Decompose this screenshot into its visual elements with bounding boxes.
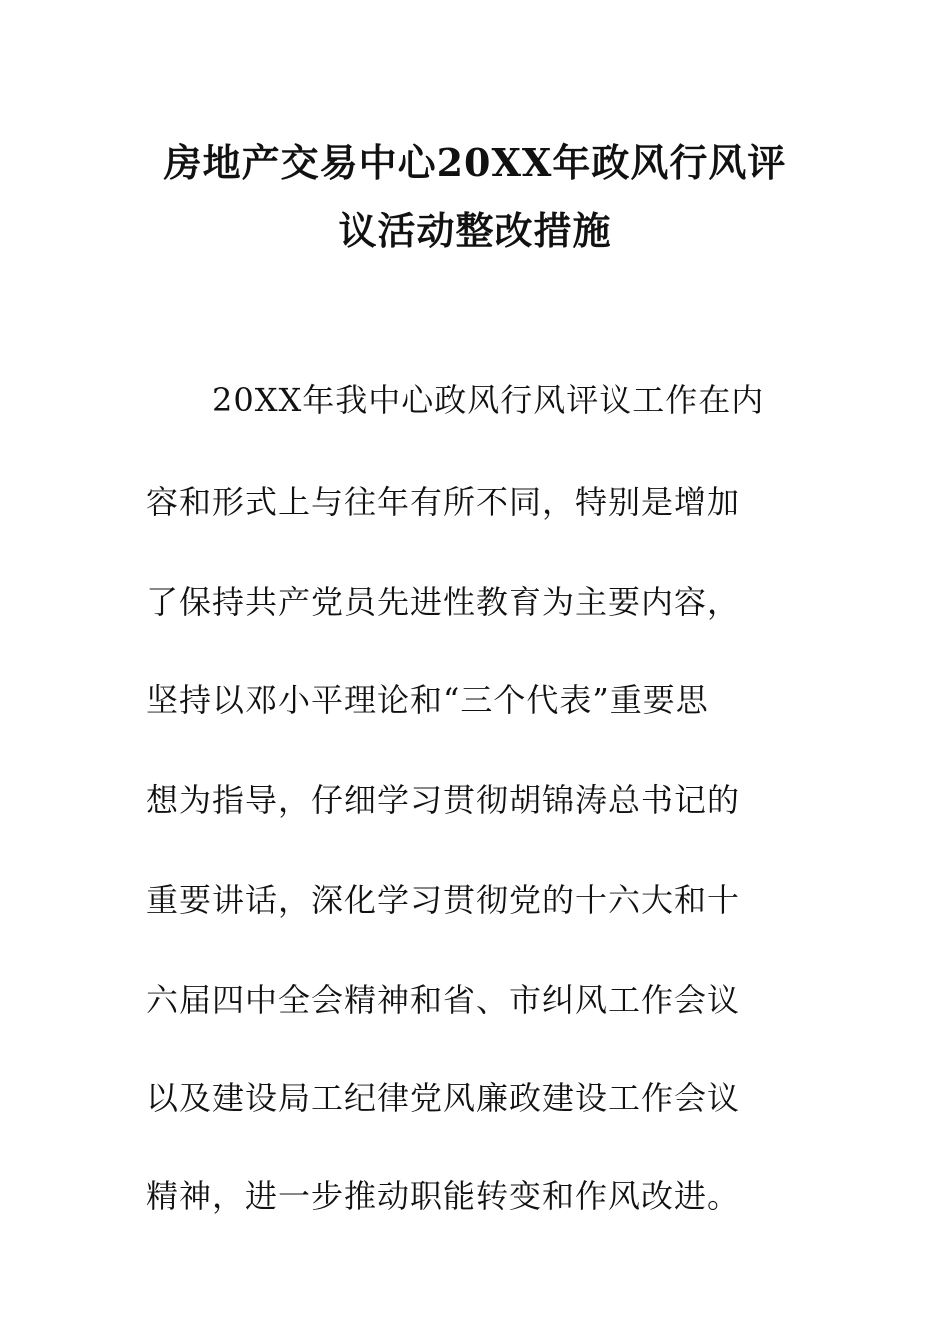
paragraph-line-7: 六届四中全会精神和省、市纠风工作会议 <box>146 981 741 1019</box>
paragraph-line-5: 想为指导，仔细学习贯彻胡锦涛总书记的 <box>146 781 741 819</box>
paragraph-line-2: 容和形式上与往年有所不同，特别是增加 <box>146 483 741 521</box>
paragraph-line-4: 坚持以邓小平理论和“三个代表”重要思 <box>146 681 709 719</box>
paragraph-line-8: 以及建设局工纪律党风廉政建设工作会议 <box>146 1079 741 1117</box>
paragraph-line-9: 精神，进一步推动职能转变和作风改进。 <box>146 1177 741 1215</box>
paragraph-line-3: 了保持共产党员先进性教育为主要内容， <box>146 583 741 621</box>
document-title-line-2: 议活动整改措施 <box>338 208 612 253</box>
document-title-line-1: 房地产交易中心20XX年政风行风评 <box>163 140 787 185</box>
paragraph-line-6: 重要讲话，深化学习贯彻党的十六大和十 <box>146 881 741 919</box>
paragraph-line-1: 20XX年我中心政风行风评议工作在内 <box>212 381 765 419</box>
